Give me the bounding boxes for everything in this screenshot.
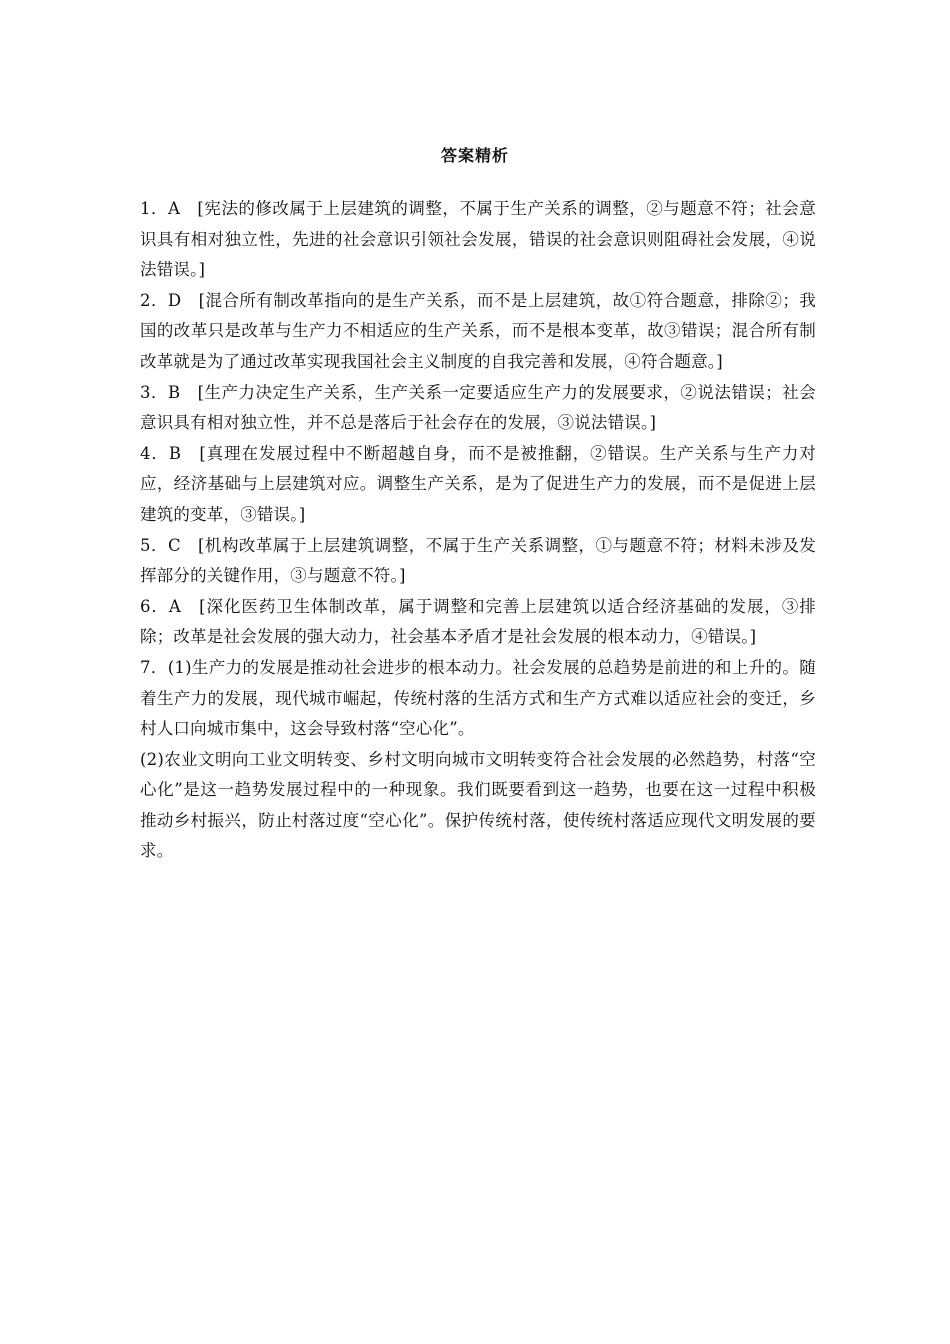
answer-1: 1．A [宪法的修改属于上层建筑的调整，不属于生产关系的调整，②与题意不符；社会意识具有相对独立性，先进的社会意识引领社会发展，错误的社会意识则阻碍社会发展，④说法错误。]: [140, 199, 816, 280]
answer-3: 3．B [生产力决定生产关系，生产关系一定要适应生产力的发展要求，②说法错误；社会意识具有相对独立性，并不总是落后于社会存在的发展，③说法错误。]: [140, 382, 816, 433]
answer-7-part-1: 7．(1)生产力的发展是推动社会进步的根本动力。社会发展的总趋势是前进的和上升的。随着生产力的发展，现代城市崛起，传统村落的生活方式和生产方式难以适应社会的变迁，乡村人口向城市集中，这会导致村落“空心化”。: [140, 657, 816, 739]
answer-7-part-2: (2)农业文明向工业文明转变、乡村文明向城市文明转变符合社会发展的必然趋势，村落“空心化”是这一趋势发展过程中的一种现象。我们既要看到这一趋势，也要在这一过程中积极推动乡村振兴，防止村落过度“空心化”。保护传统村落，使传统村落适应现代文明发展的要求。: [140, 749, 816, 861]
answer-analysis-body: [140, 194, 816, 867]
page-title: 答案精析: [440, 146, 509, 165]
answer-4: 4．B [真理在发展过程中不断超越自身，而不是被推翻，②错误。生产关系与生产力对应，经济基础与上层建筑对应。调整生产关系，是为了促进生产力的发展，而不是促进上层建筑的变革，③错误。]: [140, 443, 816, 524]
answer-5: 5．C [机构改革属于上层建筑调整，不属于生产关系调整，①与题意不符；材料未涉及发挥部分的关键作用，③与题意不符。]: [140, 535, 816, 586]
answer-2: 2．D [混合所有制改革指向的是生产关系，而不是上层建筑，故①符合题意，排除②；我国的改革只是改革与生产力不相适应的生产关系，而不是根本变革，故③错误；混合所有制改革就是为了通过改革实现我国社会主义制度的自我完善和发展，④符合题意。]: [140, 290, 816, 371]
answer-6: 6．A [深化医药卫生体制改革，属于调整和完善上层建筑以适合经济基础的发展，③排除；改革是社会发展的强大动力，社会基本矛盾才是社会发展的根本动力，④错误。]: [140, 596, 816, 647]
